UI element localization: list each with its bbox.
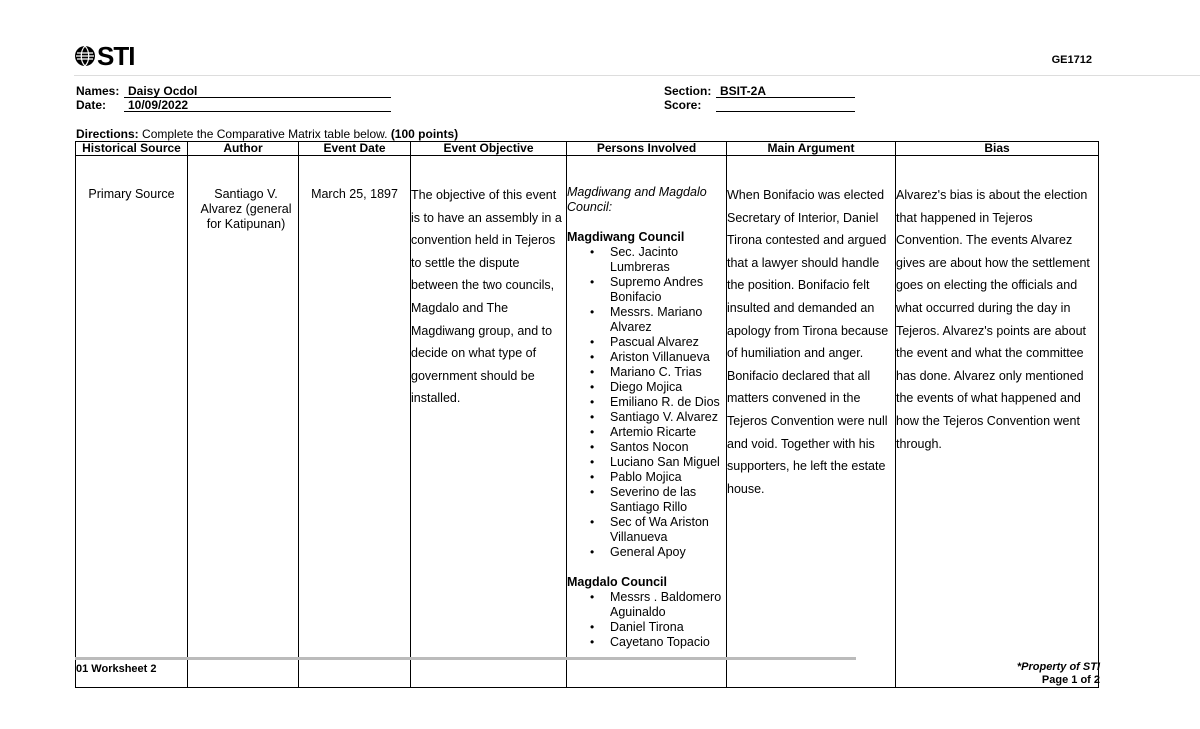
list-item: • Severino de las Santiago Rillo: [610, 485, 726, 515]
magdiwang-title: Magdiwang Council: [567, 230, 685, 244]
list-item: • Pablo Mojica: [610, 470, 726, 485]
footer-worksheet: 01 Worksheet 2: [76, 663, 157, 675]
footer-right: [1017, 661, 1100, 687]
cell-main-argument: When Bonifacio was elected Secretary of Interior, Daniel Tirona contested and argued that a lawyer should handle the position. Bonifacio felt insulted and demanded an apology from Tirona because of humiliation and anger. Bonifacio declared that all matters convened in the Tejeros Convention were null and void. Together with his supporters, he left the estate house.: [727, 156, 896, 688]
footer-property: *Property of STI: [1016, 661, 1100, 673]
magdiwang-list: [567, 245, 726, 560]
header-main-argument: Main Argument: [727, 142, 896, 156]
score-label: Score:: [664, 98, 702, 112]
document-code: GE1712: [1051, 54, 1092, 66]
cell-persons-involved: [567, 156, 727, 688]
magdalo-list: [567, 590, 726, 650]
table-header-row: [76, 142, 1099, 156]
header-author: Author: [188, 142, 299, 156]
magdalo-title: Magdalo Council: [567, 575, 667, 589]
section-label: Section:: [664, 84, 712, 98]
comparative-matrix-table: [75, 141, 1099, 688]
list-item: • Daniel Tirona: [610, 620, 726, 635]
globe-icon: [74, 45, 96, 67]
directions-points: (100 points): [390, 127, 459, 141]
list-item: • Messrs . Baldomero Aguinaldo: [610, 590, 726, 620]
list-item: • Artemio Ricarte: [610, 425, 726, 440]
cell-event-objective: The objective of this event is to have an assembly in a convention held in Tejeros to settle the dispute between the two councils, Magdalo and The Magdiwang group, and to decide on what type of government should be installed.: [411, 156, 567, 688]
directions-text: Complete the Comparative Matrix table below.: [138, 127, 391, 141]
list-item: • Emiliano R. de Dios: [610, 395, 726, 410]
names-label: Names:: [76, 84, 120, 98]
cell-author: Santiago V. Alvarez (general for Katipunan): [188, 156, 299, 688]
directions-label: Directions:: [76, 127, 139, 141]
list-item: • Supremo Andres Bonifacio: [610, 275, 726, 305]
list-item: • Sec of Wa Ariston Villanueva: [610, 515, 726, 545]
cell-event-date: March 25, 1897: [299, 156, 411, 688]
table-row: [76, 156, 1099, 688]
list-item: • Mariano C. Trias: [610, 365, 726, 380]
header-event-date: Event Date: [299, 142, 411, 156]
list-item: • Ariston Villanueva: [610, 350, 726, 365]
names-field[interactable]: Daisy Ocdol: [124, 84, 391, 98]
sti-logo: [74, 40, 135, 71]
cell-historical-source: Primary Source: [76, 156, 188, 688]
list-item: • Luciano San Miguel: [610, 455, 726, 470]
list-item: • Diego Mojica: [610, 380, 726, 395]
persons-intro: Magdiwang and Magdalo Council:: [567, 185, 707, 214]
header-persons-involved: Persons Involved: [567, 142, 727, 156]
list-item: • Pascual Alvarez: [610, 335, 726, 350]
logo-text: STI: [97, 40, 135, 71]
header-event-objective: Event Objective: [411, 142, 567, 156]
header-divider: [74, 75, 1200, 76]
list-item: • Santiago V. Alvarez: [610, 410, 726, 425]
cell-bias: Alvarez's bias is about the election that happened in Tejeros Convention. The events Alvarez gives are about how the settlement goes on electing the officials and what occurred during the day in Tejeros. Alvarez's points are about the event and what the committee has done. Alvarez only mentioned the events of what happened and how the Tejeros Convention went through.: [896, 156, 1099, 688]
date-field[interactable]: 10/09/2022: [124, 98, 391, 112]
list-item: • Sec. Jacinto Lumbreras: [610, 245, 726, 275]
footer-page-number: Page 1 of 2: [1041, 674, 1100, 686]
list-item: • Cayetano Topacio: [610, 635, 726, 650]
list-item: • General Apoy: [610, 545, 726, 560]
footer-divider: [75, 657, 856, 660]
directions: [76, 127, 458, 141]
list-item: • Messrs. Mariano Alvarez: [610, 305, 726, 335]
section-field[interactable]: BSIT-2A: [716, 84, 855, 98]
header-bias: Bias: [896, 142, 1099, 156]
list-item: • Santos Nocon: [610, 440, 726, 455]
date-label: Date:: [76, 98, 107, 112]
score-field[interactable]: [716, 98, 855, 112]
header-historical-source: Historical Source: [76, 142, 188, 156]
